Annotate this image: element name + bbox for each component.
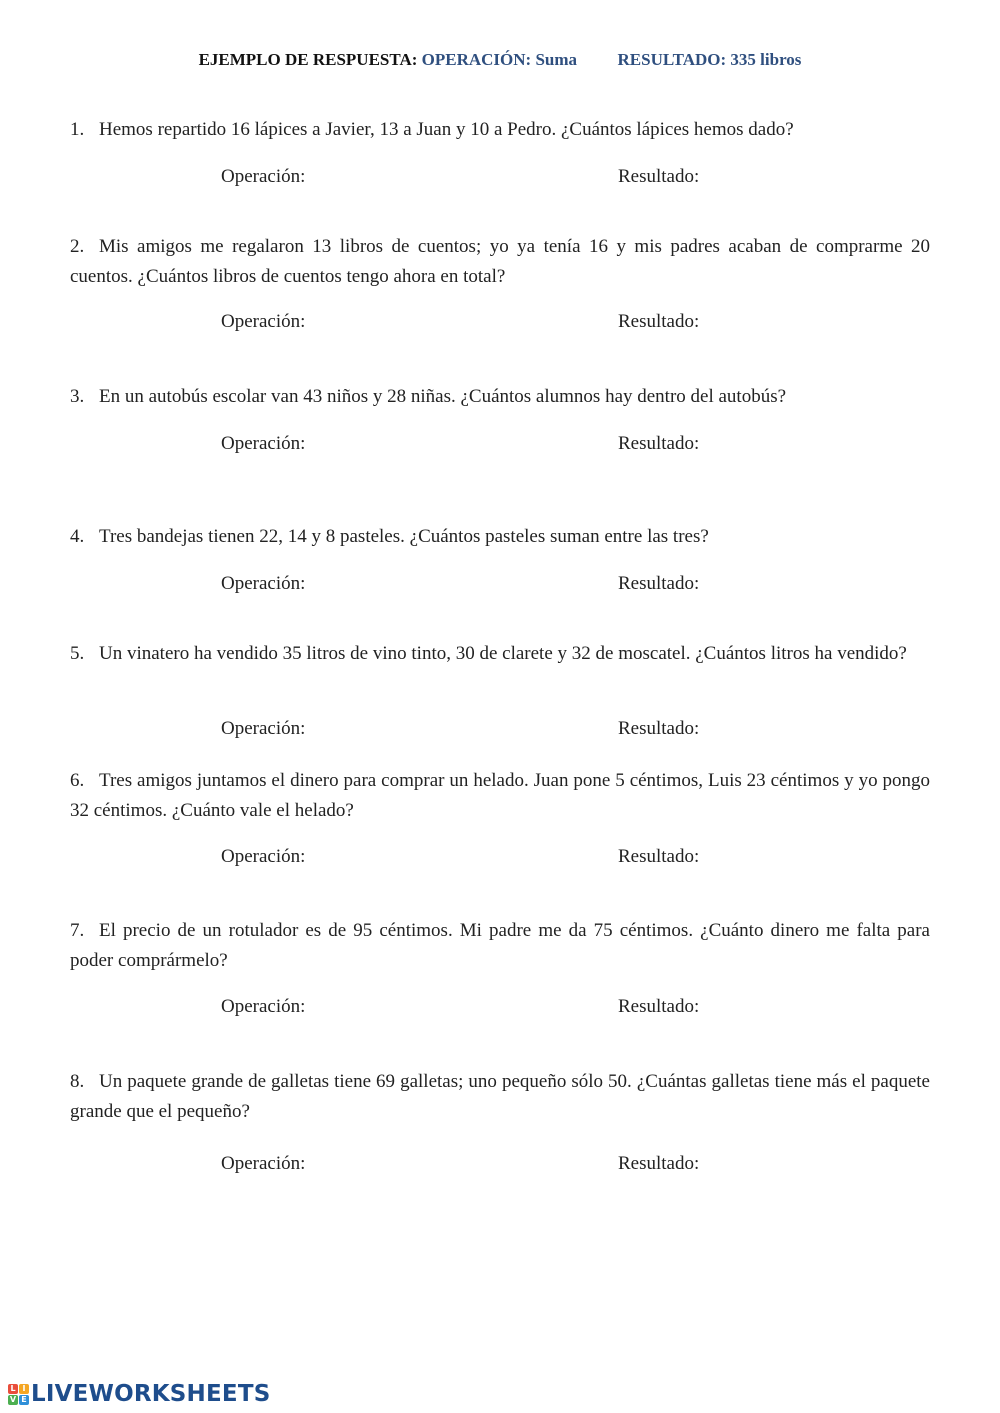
- problem-number: 8.: [70, 1071, 85, 1092]
- problem-number: 4.: [70, 526, 85, 547]
- result-label-5: Resultado:: [618, 718, 700, 739]
- operation-label-4: Operación:: [221, 573, 306, 594]
- problem-text: Tres amigos juntamos el dinero para comprar un helado. Juan pone 5 céntimos, Luis 23 céntimos y yo pongo 32 céntimos. ¿Cuánto vale el helado?: [70, 770, 930, 821]
- logo-mark-letter: V: [9, 1394, 17, 1404]
- problem-number: 5.: [70, 643, 85, 664]
- problem-4: [70, 522, 930, 552]
- logo-mark-letter: I: [19, 1384, 29, 1394]
- problem-number: 7.: [70, 920, 85, 941]
- problem-text: Tres bandejas tienen 22, 14 y 8 pasteles. ¿Cuántos pasteles suman entre las tres?: [99, 526, 709, 547]
- problem-5: [70, 639, 930, 669]
- operation-label-3: Operación:: [221, 433, 306, 454]
- problem-number: 1.: [70, 119, 85, 140]
- problem-text: En un autobús escolar van 43 niños y 28 niñas. ¿Cuántos alumnos hay dentro del autobús?: [99, 386, 787, 407]
- problem-text: Mis amigos me regalaron 13 libros de cuentos; yo ya tenía 16 y mis padres acaban de comprarme 20 cuentos. ¿Cuántos libros de cuentos tengo ahora en total?: [70, 236, 930, 287]
- example-operation: OPERACIÓN: Suma: [421, 50, 578, 69]
- problem-6: [70, 766, 930, 826]
- operation-label-5: Operación:: [221, 718, 306, 739]
- example-label: EJEMPLO DE RESPUESTA: [198, 50, 412, 69]
- problem-8: [70, 1067, 930, 1127]
- result-label-7: Resultado:: [618, 996, 700, 1017]
- liveworksheets-logo[interactable]: [8, 1379, 270, 1409]
- operation-label-2: Operación:: [221, 311, 306, 332]
- problem-2: [70, 232, 930, 292]
- problem-number: 3.: [70, 386, 85, 407]
- example-answer-header: [0, 50, 1000, 70]
- result-label-8: Resultado:: [618, 1153, 700, 1174]
- result-label-1: Resultado:: [618, 166, 700, 187]
- problem-7: [70, 916, 930, 976]
- example-colon: :: [411, 50, 418, 69]
- problem-text: Hemos repartido 16 lápices a Javier, 13 a Juan y 10 a Pedro. ¿Cuántos lápices hemos dado?: [99, 119, 794, 140]
- result-label-2: Resultado:: [618, 311, 700, 332]
- operation-label-7: Operación:: [221, 996, 306, 1017]
- operation-label-1: Operación:: [221, 166, 306, 187]
- problem-text: El precio de un rotulador es de 95 céntimos. Mi padre me da 75 céntimos. ¿Cuánto dinero me falta para poder comprármelo?: [70, 920, 930, 971]
- problem-1: [70, 115, 930, 145]
- logo-text: LIVEWORKSHEETS: [31, 1381, 271, 1407]
- problem-number: 2.: [70, 236, 85, 257]
- logo-mark-letter: E: [19, 1395, 29, 1405]
- result-label-3: Resultado:: [618, 433, 700, 454]
- problem-text: Un vinatero ha vendido 35 litros de vino tinto, 30 de clarete y 32 de moscatel. ¿Cuántos litros ha vendido?: [99, 643, 907, 664]
- operation-label-6: Operación:: [221, 846, 306, 867]
- example-result: RESULTADO: 335 libros: [617, 50, 802, 69]
- problem-text: Un paquete grande de galletas tiene 69 galletas; uno pequeño sólo 50. ¿Cuántas galletas tiene más el paquete grande que el pequeño?: [70, 1071, 930, 1122]
- logo-mark-letter: L: [8, 1384, 18, 1394]
- operation-label-8: Operación:: [221, 1153, 306, 1174]
- result-label-6: Resultado:: [618, 846, 700, 867]
- problem-number: 6.: [70, 770, 85, 791]
- problem-3: [70, 382, 930, 412]
- logo-mark-icon: [8, 1384, 29, 1405]
- result-label-4: Resultado:: [618, 573, 700, 594]
